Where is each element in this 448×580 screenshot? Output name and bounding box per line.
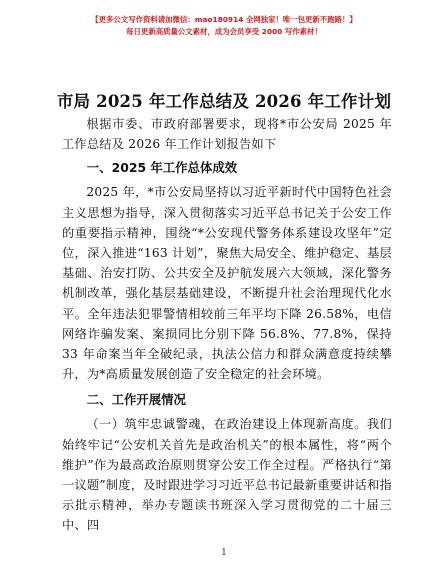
section-2-heading: 二、工作开展情况 — [86, 392, 186, 408]
intro-paragraph: 根据市委、市政府部署要求，现将*市公安局 2025 年工作总结及 2026 年工作计划报告如下 — [62, 117, 392, 152]
document-title: 市局 2025 年工作总结及 2026 年工作计划 — [56, 92, 392, 111]
section-2-paragraph: （一）筑牢忠诚警魂，在政治建设上体现新高度。我们始终牢记“公安机关首先是政治机关”的根本属性，将“两个维护”作为最高政治原则贯穿公安工作全过程。严格执行“第一议题”制度，及时跟进学习习近平总书记最新重要讲话和指示批示精神，举办专题读书班深入学习贯彻党的二十届三中、四 — [62, 417, 392, 533]
promo-banner-line-2: 每日更新高质量公文素材，成为会员享受 2000 写作素材！ — [126, 27, 322, 36]
promo-banner — [0, 14, 448, 38]
page-number: 1 — [221, 548, 227, 558]
promo-banner-line-1: 【更多公文写作资料请加微信：mao180914 全网独家！唯一包更新不跑路！】 — [91, 15, 357, 24]
section-1-heading: 一、2025 年工作总体成效 — [86, 160, 238, 176]
section-1-paragraph: 2025 年，*市公安局坚持以习近平新时代中国特色社会主义思想为指导，深入贯彻落实习近平总书记关于公安工作的重要指示精神，围绕“*公安现代警务体系建设攻坚年”定位，深入推进“163 计划”，聚焦大局安全、维护稳定、基层基础、治安打防、公共安全及护航发展六大领域，深化警务机制改革，强化基层基础建设，不断提升社会治理现代化水平。全年违法犯罪警情相较前三年平均下降 26.58%，电信网络诈骗发案、案损同比分别下降 56.8%、77.8%，保持 33 年命案当年全破纪录，执法公信力和群众满意度持续攀升，为*高质量发展创造了安全稳定的社会环境。 — [62, 185, 392, 382]
document-body — [62, 114, 392, 536]
